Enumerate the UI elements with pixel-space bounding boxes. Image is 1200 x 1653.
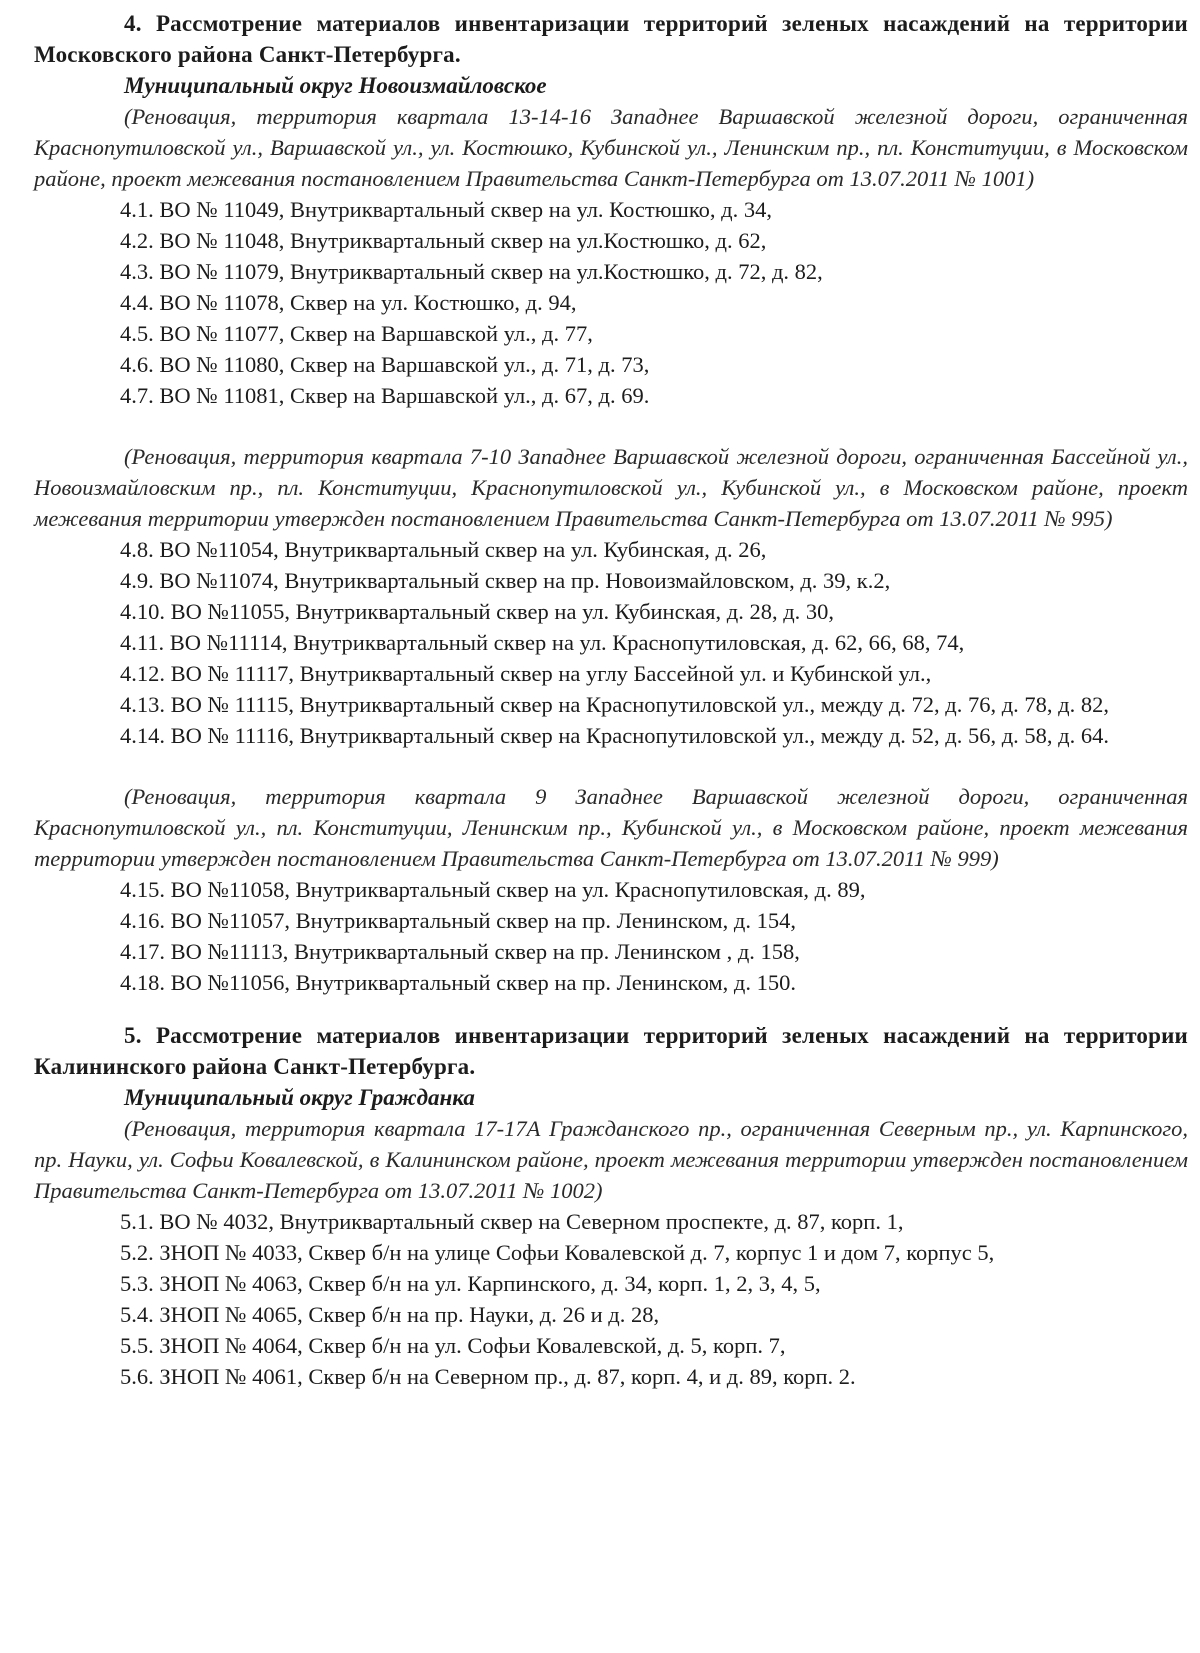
list-item: 5.2. ЗНОП № 4033, Сквер б/н на улице Софьи Ковалевской д. 7, корпус 1 и дом 7, корпус 5, [120, 1240, 995, 1265]
list-item: 4.18. ВО №11056, Внутриквартальный сквер на пр. Ленинском, д. 150. [120, 970, 796, 995]
list-item: 5.5. ЗНОП № 4064, Сквер б/н на ул. Софьи Ковалевской, д. 5, корп. 7, [120, 1333, 786, 1358]
renovation-note-3: (Реновация, территория квартала 9 Западнее Варшавской железной дороги, ограниченная Краснопутиловской ул., пл. Конституции, Ленинским пр., Кубинской ул., в Московском районе, проект межевания территории утвержден постановлением Правительства Санкт-Петербурга от 13.07.2011 № 999) [34, 784, 1188, 871]
list-item: 4.16. ВО №11057, Внутриквартальный сквер на пр. Ленинском, д. 154, [120, 908, 796, 933]
list-item: 4.4. ВО № 11078, Сквер на ул. Костюшко, д. 94, [120, 290, 577, 315]
list-item: 4.10. ВО №11055, Внутриквартальный сквер на ул. Кубинская, д. 28, д. 30, [120, 599, 835, 624]
spacer [34, 751, 1188, 781]
list-item: 5.4. ЗНОП № 4065, Сквер б/н на пр. Науки, д. 26 и д. 28, [120, 1302, 660, 1327]
list-item: 4.13. ВО № 11115, Внутриквартальный сквер на Краснопутиловской ул., между д. 72, д. 76, д. 78, д. 82, [120, 692, 1109, 717]
list-item: 4.11. ВО №11114, Внутриквартальный сквер на ул. Краснопутиловская, д. 62, 66, 68, 74, [120, 630, 965, 655]
list-item: 4.12. ВО № 11117, Внутриквартальный сквер на углу Бассейной ул. и Кубинской ул., [120, 661, 932, 686]
list-item: 5.6. ЗНОП № 4061, Сквер б/н на Северном пр., д. 87, корп. 4, и д. 89, корп. 2. [120, 1364, 856, 1389]
section-5-district: Муниципальный округ Гражданка [124, 1085, 475, 1110]
list-item: 4.17. ВО №11113, Внутриквартальный сквер на пр. Ленинском , д. 158, [120, 939, 800, 964]
list-item: 4.3. ВО № 11079, Внутриквартальный сквер на ул.Костюшко, д. 72, д. 82, [120, 259, 823, 284]
list-item: 5.3. ЗНОП № 4063, Сквер б/н на ул. Карпинского, д. 34, корп. 1, 2, 3, 4, 5, [120, 1271, 821, 1296]
list-item: 4.14. ВО № 11116, Внутриквартальный сквер на Краснопутиловской ул., между д. 52, д. 56, д. 58, д. 64. [120, 723, 1109, 748]
list-item: 4.7. ВО № 11081, Сквер на Варшавской ул., д. 67, д. 69. [120, 383, 650, 408]
list-item: 4.2. ВО № 11048, Внутриквартальный сквер на ул.Костюшко, д. 62, [120, 228, 767, 253]
list-item: 4.15. ВО №11058, Внутриквартальный сквер на ул. Краснопутиловская, д. 89, [120, 877, 866, 902]
section-5-title: 5. Рассмотрение материалов инвентаризации территорий зеленых насаждений на территории Калининского района Санкт-Петербурга. [34, 1023, 1188, 1079]
renovation-note-4: (Реновация, территория квартала 17-17А Гражданского пр., ограниченная Северным пр., ул. Карпинского, пр. Науки, ул. Софьи Ковалевской, в Калининском районе, проект межевания территории утвержден постановлением Правительства Санкт-Петербурга от 13.07.2011 № 1002) [34, 1116, 1188, 1203]
renovation-note-2: (Реновация, территория квартала 7-10 Западнее Варшавской железной дороги, ограниченная Бассейной ул., Новоизмайловским пр., пл. Конституции, Краснопутиловской ул., Кубинской ул., в Московском районе, проект межевания территории утвержден постановлением Правительства Санкт-Петербурга от 13.07.2011 № 995) [34, 444, 1188, 531]
spacer [34, 998, 1188, 1020]
list-item: 4.8. ВО №11054, Внутриквартальный сквер на ул. Кубинская, д. 26, [120, 537, 767, 562]
list-item: 4.1. ВО № 11049, Внутриквартальный сквер на ул. Костюшко, д. 34, [120, 197, 772, 222]
section-4-title: 4. Рассмотрение материалов инвентаризации территорий зеленых насаждений на территории Московского района Санкт-Петербурга. [34, 11, 1188, 67]
spacer [34, 411, 1188, 441]
list-item: 4.6. ВО № 11080, Сквер на Варшавской ул., д. 71, д. 73, [120, 352, 650, 377]
list-item: 4.9. ВО №11074, Внутриквартальный сквер на пр. Новоизмайловском, д. 39, к.2, [120, 568, 891, 593]
list-item: 4.5. ВО № 11077, Сквер на Варшавской ул., д. 77, [120, 321, 593, 346]
section-4-district: Муниципальный округ Новоизмайловское [124, 73, 547, 98]
renovation-note-1: (Реновация, территория квартала 13-14-16 Западнее Варшавской железной дороги, ограниченная Краснопутиловской ул., Варшавской ул., ул. Костюшко, Кубинской ул., Ленинским пр., пл. Конституции, в Московском районе, проект межевания постановлением Правительства Санкт-Петербурга от 13.07.2011 № 1001) [34, 104, 1188, 191]
list-item: 5.1. ВО № 4032, Внутриквартальный сквер на Северном проспекте, д. 87, корп. 1, [120, 1209, 904, 1234]
